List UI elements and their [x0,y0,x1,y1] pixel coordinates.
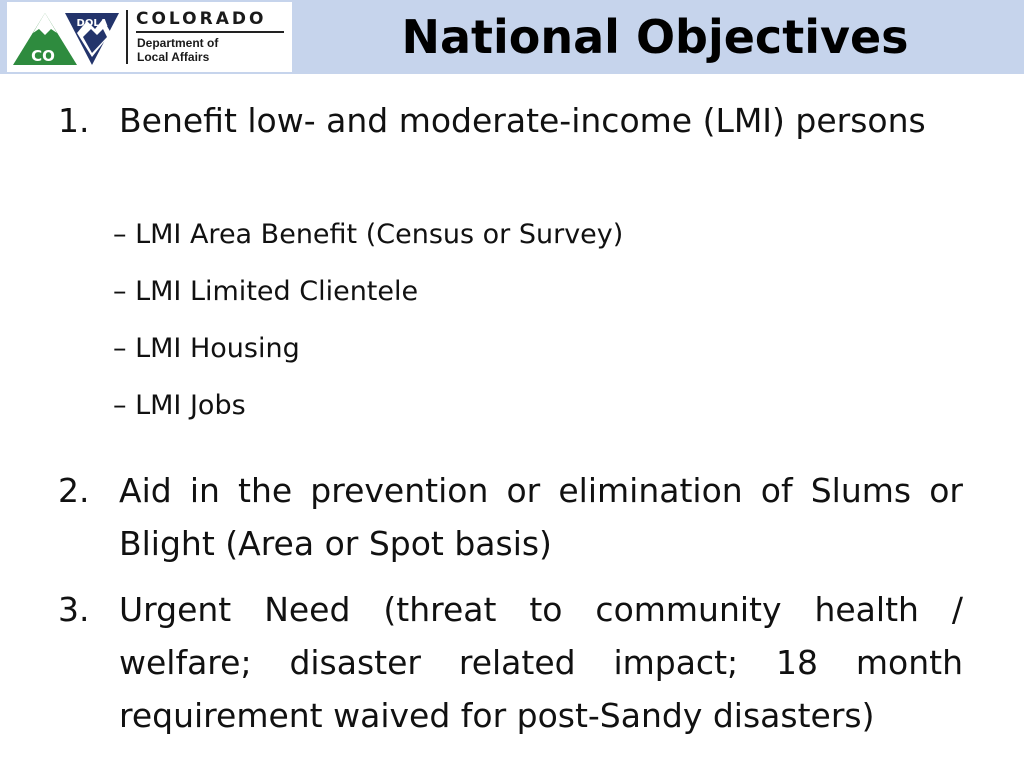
dola-abbr: DOLA [76,18,108,29]
objective-text: Urgent Need (threat to community health / welfare; disaster related impact; 18 month requirement waived for post-Sandy disasters) [119,590,963,735]
objective-number: 1. [58,101,90,140]
objective-item-1 [58,94,963,147]
objective-subitem: – LMI Jobs [113,390,246,421]
objective-item-3 [58,583,963,742]
objective-number: 2. [58,471,90,510]
objective-number: 3. [58,590,90,629]
co-abbr: CO [31,47,55,65]
objective-text: Aid in the prevention or elimination of Slums or Blight (Area or Spot basis) [119,471,963,563]
objective-subitem: – LMI Housing [113,333,300,364]
objective-text: Benefit low- and moderate-income (LMI) persons [119,101,926,140]
logo-dept-line1: Department of [137,36,219,50]
objective-subitem: – LMI Limited Clientele [113,276,419,307]
objective-item-2 [58,464,963,570]
logo-dept-line2: Local Affairs [137,50,210,64]
logo-state-name: COLORADO [136,9,267,29]
objective-subitem: – LMI Area Benefit (Census or Survey) [113,219,624,250]
slide-title: National Objectives [401,10,909,64]
